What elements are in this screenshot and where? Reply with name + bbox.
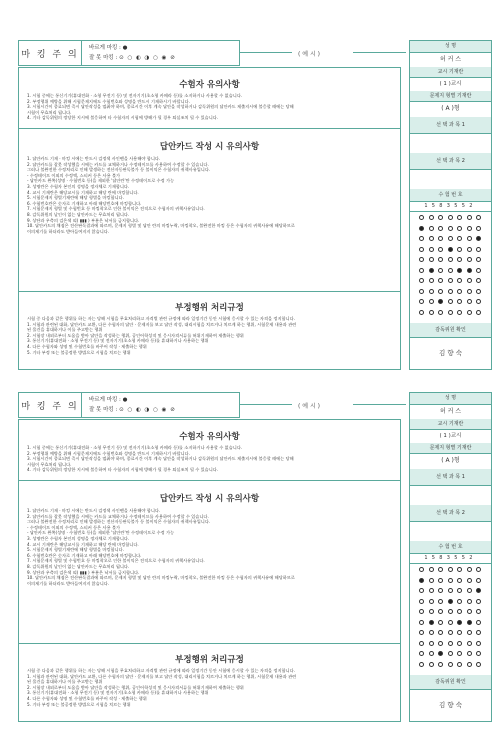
marking-caution-box (18, 392, 240, 418)
number-bubble[interactable] (476, 620, 481, 625)
number-bubble[interactable] (467, 651, 472, 656)
number-bubble[interactable] (419, 247, 424, 252)
number-bubble[interactable] (476, 226, 481, 231)
number-bubble[interactable] (457, 257, 462, 262)
number-bubble[interactable] (438, 609, 443, 614)
number-bubble[interactable] (448, 268, 453, 273)
number-bubble[interactable] (429, 662, 434, 667)
number-bubble[interactable] (476, 599, 481, 604)
section-text: 시험 중 다음과 같은 행위를 하는 자는 당해 시험을 무효처리하고 자격별 관련 규정에 따라 일정기간 동안 시험에 응시할 수 있는 자격을 정지합니다. 1. 시험과 관련된 대화, 답안카드 교환, 다른 수험자의 답안 · 문제지를 보고 답안 작성, 대리시험을 치르거나 치르게 하는 행위, 시험문제 내용과 관련 된 물건을 휴대하거나 이를 주고받는 행위 2. 시험장 내외로부터 도움을 받아 답안을 작성하는 행위, 공인어학성적 및 응시자격서류를 허위기재하여 제출하는 행위 3. 통신기기(휴대전화 · 소형 무전기 등) 및 전자기기(초소형 카메라 등)를 휴대하거나 사용하는 행위 4. 다른 수험자와 성명 및 수험번호를 바꾸어 작성 · 제출하는 행위 5. 기타 부정 또는 불공정한 방법으로 시험을 치르는 행위 (27, 668, 297, 707)
section-title: 답안카드 작성 시 유의사항 (159, 142, 260, 152)
number-bubble[interactable] (419, 620, 424, 625)
section-text: 1. 답안카드 기재 · 마킹 시에는 반드시 검정색 사인펜을 사용해야 합니다. 2. 답안카드를 잘못 작성했을 시에는 카드를 교체하거나 수정테이프를 사용하여 수정할 수 있습니다. 그러나 불완전한 수정처리로 인해 발생하는 전산자동판독불가 등 불이익은 수험자의 귀책사유입니다. - 수정테이프 이외의 수정액, 스티커 등은 사용 불가 - 답안카드 왼쪽(성명 · 수험번호 등)을 제외한 '답안란'만 수정테이프로 수정 가능 3. 성명란은 수험자 본인의 성명을 정자체로 기재합니다. 4. 교시 기재란은 해당교시를 기재하고 해당 란에 마킹합니다. 5. 시험문제지 형별기재란에 해당 형별을 마킹합니다. 6. 수험번호란은 숫자로 기재하고 아래 해당번호에 마킹합니다. 7. 시험문제지 형별 및 수험번호 등 마킹착오로 인한 불이익은 전적으로 수험자의 귀책사유입니다. 8. 감독위원의 날인이 없는 답안카드는 무효처리 됩니다. 9. 상단과 우측의 검은색 띠( ▮▮▮ ) 부분은 낙서를 금지합니다. 10. 답안카드의 채점은 전산판독결과에 따르며, 문제지 형별 및 답안 란의 마킹누락, 마킹착오, 불완전한 마킹 등은 수험자의 귀책사유에 해당하므로 이의제기를 하더라도 받아들여지지 않습니다. (27, 156, 295, 234)
number-bubble[interactable] (429, 226, 434, 231)
number-bubble[interactable] (448, 651, 453, 656)
supervisor-value: 김 향 숙 (439, 701, 462, 709)
number-bubble[interactable] (429, 278, 434, 283)
number-bubble[interactable] (457, 620, 462, 625)
number-bubble[interactable] (438, 289, 443, 294)
number-bubble[interactable] (467, 247, 472, 252)
number-bubble[interactable] (438, 578, 443, 583)
number-bubble[interactable] (476, 247, 481, 252)
examinee-info-column (409, 40, 492, 370)
number-bubble[interactable] (476, 662, 481, 667)
number-bubble[interactable] (467, 662, 472, 667)
number-bubble[interactable] (448, 599, 453, 604)
number-bubble[interactable] (419, 662, 424, 667)
cheating-rules-section (19, 643, 400, 720)
number-bubble[interactable] (419, 609, 424, 614)
divider-line (240, 52, 292, 53)
number-bubble[interactable] (476, 215, 481, 220)
number-bubble[interactable] (467, 588, 472, 593)
correct-marking-label: 바르게 마킹 : ● (89, 45, 128, 51)
instructions-panel (18, 419, 401, 722)
number-bubble[interactable] (438, 567, 443, 572)
number-bubble[interactable] (457, 588, 462, 593)
type-value: ( A )형 (410, 101, 491, 118)
number-bubble[interactable] (448, 215, 453, 220)
number-bubble[interactable] (429, 289, 434, 294)
card-notes-section (19, 480, 400, 644)
number-bubble[interactable] (457, 299, 462, 304)
omr-sheet-bottom (18, 392, 490, 722)
number-bubble[interactable] (476, 588, 481, 593)
period-value: ( 1 )교시 (410, 77, 491, 92)
examinee-notes-section (19, 68, 400, 129)
instructions-panel (18, 67, 401, 370)
number-bubble[interactable] (448, 226, 453, 231)
number-bubble[interactable] (476, 578, 481, 583)
number-bubble[interactable] (429, 310, 434, 315)
number-bubble[interactable] (467, 599, 472, 604)
number-bubble[interactable] (457, 662, 462, 667)
number-digits: 1583552 (410, 553, 491, 564)
number-bubble[interactable] (476, 236, 481, 241)
number-bubble[interactable] (467, 289, 472, 294)
number-bubble[interactable] (476, 310, 481, 315)
number-label: 수 험 번 호 (410, 189, 491, 202)
number-bubble[interactable] (476, 609, 481, 614)
number-bubble[interactable] (419, 215, 424, 220)
section-title: 부정행위 처리규정 (175, 303, 244, 313)
number-bubble[interactable] (448, 588, 453, 593)
number-bubble[interactable] (476, 641, 481, 646)
type-label: 문제지 형별 기재란 (410, 443, 491, 454)
number-bubble[interactable] (457, 247, 462, 252)
number-bubble[interactable] (448, 662, 453, 667)
number-bubble[interactable] (419, 289, 424, 294)
number-bubble[interactable] (476, 651, 481, 656)
number-bubble[interactable] (438, 641, 443, 646)
supervisor-value: 김 향 숙 (439, 349, 462, 357)
number-bubble[interactable] (457, 226, 462, 231)
number-label: 수 험 번 호 (410, 541, 491, 554)
marking-caution-title: 마 킹 주 의 (19, 393, 82, 417)
number-bubble[interactable] (457, 567, 462, 572)
number-bubble[interactable] (438, 215, 443, 220)
number-bubble[interactable] (419, 268, 424, 273)
section-title: 부정행위 처리규정 (175, 655, 244, 665)
number-bubble[interactable] (448, 310, 453, 315)
number-bubble[interactable] (438, 599, 443, 604)
correct-marking-label: 바르게 마킹 : ● (89, 397, 128, 403)
marking-caution-title: 마 킹 주 의 (19, 41, 82, 65)
number-bubble[interactable] (448, 236, 453, 241)
section-text: 시험 중 다음과 같은 행위를 하는 자는 당해 시험을 무효처리하고 자격별 관련 규정에 따라 일정기간 동안 시험에 응시할 수 있는 자격을 정지합니다. 1. 시험과 관련된 대화, 답안카드 교환, 다른 수험자의 답안 · 문제지를 보고 답안 작성, 대리시험을 치르거나 치르게 하는 행위, 시험문제 내용과 관련 된 물건을 휴대하거나 이를 주고받는 행위 2. 시험장 내외로부터 도움을 받아 답안을 작성하는 행위, 공인어학성적 및 응시자격서류를 허위기재하여 제출하는 행위 3. 통신기기(휴대전화 · 소형 무전기 등) 및 전자기기(초소형 카메라 등)를 휴대하거나 사용하는 행위 4. 다른 수험자와 성명 및 수험번호를 바꾸어 작성 · 제출하는 행위 5. 기타 부정 또는 불공정한 방법으로 시험을 치르는 행위 (27, 316, 297, 355)
supervisor-label: 감독위원 확인 (410, 675, 491, 690)
number-bubble[interactable] (438, 310, 443, 315)
section-text: 1. 답안카드 기재 · 마킹 시에는 반드시 검정색 사인펜을 사용해야 합니다. 2. 답안카드를 잘못 작성했을 시에는 카드를 교체하거나 수정테이프를 사용하여 수정할 수 있습니다. 그러나 불완전한 수정처리로 인해 발생하는 전산자동판독불가 등 불이익은 수험자의 귀책사유입니다. - 수정테이프 이외의 수정액, 스티커 등은 사용 불가 - 답안카드 왼쪽(성명 · 수험번호 등)을 제외한 '답안란'만 수정테이프로 수정 가능 3. 성명란은 수험자 본인의 성명을 정자체로 기재합니다. 4. 교시 기재란은 해당교시를 기재하고 해당 란에 마킹합니다. 5. 시험문제지 형별기재란에 해당 형별을 마킹합니다. 6. 수험번호란은 숫자로 기재하고 아래 해당번호에 마킹합니다. 7. 시험문제지 형별 및 수험번호 등 마킹착오로 인한 불이익은 전적으로 수험자의 귀책사유입니다. 8. 감독위원의 날인이 없는 답안카드는 무효처리 됩니다. 9. 상단과 우측의 검은색 띠( ▮▮▮ ) 부분은 낙서를 금지합니다. 10. 답안카드의 채점은 전산판독결과에 따르며, 문제지 형별 및 답안 란의 마킹누락, 마킹착오, 불완전한 마킹 등은 수험자의 귀책사유에 해당하므로 이의제기를 하더라도 받아들여지지 않습니다. (27, 508, 295, 586)
number-bubble[interactable] (467, 578, 472, 583)
number-bubble[interactable] (476, 289, 481, 294)
number-bubble[interactable] (467, 609, 472, 614)
number-bubble[interactable] (448, 609, 453, 614)
number-bubble[interactable] (419, 278, 424, 283)
number-bubble[interactable] (419, 236, 424, 241)
number-bubble[interactable] (448, 641, 453, 646)
subject1-label: 선 택 과 목 1 (410, 117, 491, 134)
number-bubble[interactable] (419, 257, 424, 262)
number-bubble[interactable] (448, 567, 453, 572)
number-bubble[interactable] (467, 310, 472, 315)
wrong-marking-label: 잘 못 마킹 : (89, 55, 118, 61)
number-bubble[interactable] (438, 630, 443, 635)
number-bubble[interactable] (467, 215, 472, 220)
number-bubble[interactable] (467, 278, 472, 283)
omr-sheet-top (18, 40, 490, 370)
number-bubble[interactable] (438, 588, 443, 593)
number-bubble[interactable] (438, 257, 443, 262)
number-bubble[interactable] (448, 289, 453, 294)
divider-line (353, 404, 406, 405)
divider-line (353, 52, 406, 53)
number-bubble[interactable] (448, 257, 453, 262)
section-text: 1. 시험 중에는 통신기기(휴대전화 · 소형 무전기 등) 및 전자기기(초소형 카메라 등)를 소지하거나 사용할 수 없습니다. 2. 부정행위 예방을 위해 시험문제지에도 수험번호와 성명을 반드시 기재하시기 바랍니다. 3. 시험시간이 종료되면 즉시 답안작성을 멈춰야 하며, 종료시간 이후 계속 답안을 작성하거나 감독위원의 답안카드 제출지시에 불응할 때에는 당해 시험이 무효처리 됩니다. 4. 기타 감독위원의 정당한 지시에 불응하여 타 수험자의 시험에 방해가 될 경우 퇴실조치 될 수 있습니다. (27, 445, 294, 473)
number-bubble[interactable] (438, 236, 443, 241)
number-bubble[interactable] (419, 578, 424, 583)
divider-line (240, 404, 292, 405)
supervisor-label: 감독위원 확인 (410, 323, 491, 338)
number-bubble[interactable] (476, 268, 481, 273)
number-bubble[interactable] (438, 299, 443, 304)
number-bubble[interactable] (467, 236, 472, 241)
examinee-notes-section (19, 420, 400, 481)
number-bubble[interactable] (457, 641, 462, 646)
period-label: 교시 기재란 (410, 67, 491, 78)
number-bubble[interactable] (429, 630, 434, 635)
number-bubble[interactable] (467, 299, 472, 304)
example-label: ( 예 시 ) (298, 403, 320, 410)
number-bubble[interactable] (419, 299, 424, 304)
number-bubble[interactable] (448, 578, 453, 583)
number-bubble[interactable] (457, 578, 462, 583)
number-bubble[interactable] (476, 299, 481, 304)
example-label: ( 예 시 ) (298, 51, 320, 58)
number-bubble[interactable] (419, 567, 424, 572)
type-label: 문제지 형별 기재란 (410, 91, 491, 102)
type-value: ( A )형 (410, 453, 491, 470)
number-bubble[interactable] (419, 310, 424, 315)
number-bubble-grid (410, 211, 491, 324)
number-bubble[interactable] (457, 236, 462, 241)
number-bubble[interactable] (429, 236, 434, 241)
period-value: ( 1 )교시 (410, 429, 491, 444)
number-bubble[interactable] (438, 662, 443, 667)
cheating-rules-section (19, 291, 400, 368)
number-bubble[interactable] (467, 268, 472, 273)
marking-caution-box (18, 40, 240, 66)
wrong-marking-label: 잘 못 마킹 : (89, 407, 118, 413)
number-bubble[interactable] (476, 630, 481, 635)
number-bubble[interactable] (457, 215, 462, 220)
number-bubble[interactable] (429, 257, 434, 262)
section-title: 수험자 유의사항 (179, 80, 240, 90)
number-bubble[interactable] (467, 620, 472, 625)
number-bubble[interactable] (448, 630, 453, 635)
period-label: 교시 기재란 (410, 419, 491, 430)
number-bubble[interactable] (448, 278, 453, 283)
number-bubble[interactable] (419, 651, 424, 656)
number-bubble[interactable] (467, 567, 472, 572)
number-bubble[interactable] (438, 278, 443, 283)
number-bubble[interactable] (467, 630, 472, 635)
number-bubble-grid (410, 563, 491, 676)
number-bubble[interactable] (467, 641, 472, 646)
section-title: 답안카드 작성 시 유의사항 (159, 494, 260, 504)
section-text: 1. 시험 중에는 통신기기(휴대전화 · 소형 무전기 등) 및 전자기기(초소형 카메라 등)를 소지하거나 사용할 수 없습니다. 2. 부정행위 예방을 위해 시험문제지에도 수험번호와 성명을 반드시 기재하시기 바랍니다. 3. 시험시간이 종료되면 즉시 답안작성을 멈춰야 하며, 종료시간 이후 계속 답안을 작성하거나 감독위원의 답안카드 제출지시에 불응할 때에는 당해 시험이 무효처리 됩니다. 4. 기타 감독위원의 정당한 지시에 불응하여 타 수험자의 시험에 방해가 될 경우 퇴실조치 될 수 있습니다. (27, 93, 294, 121)
number-bubble[interactable] (419, 599, 424, 604)
number-bubble[interactable] (467, 226, 472, 231)
number-bubble[interactable] (429, 609, 434, 614)
number-bubble[interactable] (429, 215, 434, 220)
number-bubble[interactable] (438, 620, 443, 625)
wrong-marking-examples: ⊙ ○ ◐ ◑ ○ ◉ ⊘ (119, 55, 176, 61)
number-bubble[interactable] (448, 299, 453, 304)
number-bubble[interactable] (438, 226, 443, 231)
number-bubble[interactable] (448, 247, 453, 252)
number-bubble[interactable] (476, 567, 481, 572)
wrong-marking-examples: ⊙ ○ ◐ ◑ ○ ◉ ⊘ (119, 407, 176, 413)
number-bubble[interactable] (419, 588, 424, 593)
subject2-box (410, 521, 491, 542)
subject1-box (410, 485, 491, 506)
number-bubble[interactable] (429, 651, 434, 656)
name-value: 허 커 스 (410, 52, 491, 68)
number-bubble[interactable] (429, 567, 434, 572)
number-bubble[interactable] (457, 289, 462, 294)
number-bubble[interactable] (438, 268, 443, 273)
number-bubble[interactable] (457, 609, 462, 614)
number-bubble[interactable] (438, 247, 443, 252)
number-bubble[interactable] (429, 641, 434, 646)
number-bubble[interactable] (457, 278, 462, 283)
number-bubble[interactable] (476, 257, 481, 262)
number-bubble[interactable] (429, 599, 434, 604)
subject2-box (410, 169, 491, 190)
number-bubble[interactable] (457, 651, 462, 656)
subject2-label: 선 택 과 목 2 (410, 153, 491, 170)
number-bubble[interactable] (448, 620, 453, 625)
subject1-label: 선 택 과 목 1 (410, 469, 491, 486)
number-bubble[interactable] (457, 310, 462, 315)
number-bubble[interactable] (457, 268, 462, 273)
number-bubble[interactable] (429, 578, 434, 583)
number-bubble[interactable] (476, 278, 481, 283)
examinee-info-column (409, 392, 492, 722)
subject2-label: 선 택 과 목 2 (410, 505, 491, 522)
number-bubble[interactable] (419, 630, 424, 635)
number-digits: 1583552 (410, 201, 491, 212)
name-label: 성 명 (410, 41, 491, 53)
number-bubble[interactable] (438, 651, 443, 656)
number-bubble[interactable] (419, 226, 424, 231)
card-notes-section (19, 128, 400, 292)
number-bubble[interactable] (419, 641, 424, 646)
number-bubble[interactable] (467, 257, 472, 262)
number-bubble[interactable] (429, 588, 434, 593)
subject1-box (410, 133, 491, 154)
number-bubble[interactable] (429, 299, 434, 304)
number-bubble[interactable] (429, 247, 434, 252)
number-bubble[interactable] (457, 630, 462, 635)
number-bubble[interactable] (457, 599, 462, 604)
name-label: 성 명 (410, 393, 491, 405)
section-title: 수험자 유의사항 (179, 432, 240, 442)
name-value: 허 커 스 (410, 404, 491, 420)
number-bubble[interactable] (429, 268, 434, 273)
number-bubble[interactable] (429, 620, 434, 625)
